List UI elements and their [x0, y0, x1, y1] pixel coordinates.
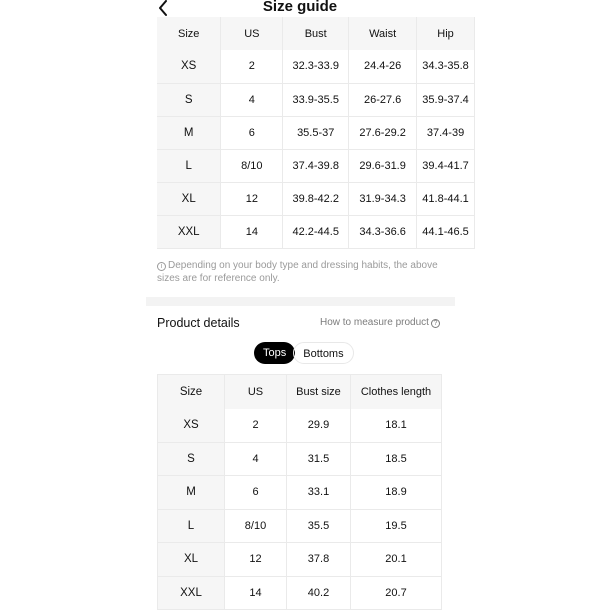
- table-cell: 18.5: [351, 442, 442, 476]
- table-cell: M: [157, 116, 221, 149]
- table-cell: 12: [225, 543, 287, 577]
- reference-note: [157, 259, 457, 285]
- table-row: [157, 50, 475, 83]
- table-cell: 20.1: [351, 543, 442, 577]
- table-cell: S: [158, 442, 225, 476]
- table-cell: M: [158, 476, 225, 510]
- table-cell: 42.2-44.5: [283, 215, 349, 248]
- column-header: Hip: [417, 17, 475, 50]
- section-title: Product details: [157, 316, 240, 330]
- table-row: [158, 409, 442, 443]
- table-row: [157, 83, 475, 116]
- table-row: [157, 182, 475, 215]
- size-table-scroll[interactable]: [157, 17, 469, 251]
- table-cell: XS: [157, 50, 221, 83]
- table-cell: 29.9: [287, 409, 351, 443]
- table-cell: 6: [225, 476, 287, 510]
- table-cell: S: [157, 83, 221, 116]
- table-cell: 6: [221, 116, 283, 149]
- page-title: Size guide: [262, 0, 338, 15]
- table-row: [158, 442, 442, 476]
- how-to-measure-label: How to measure product: [320, 317, 429, 328]
- table-cell: XL: [158, 543, 225, 577]
- column-header: US: [225, 375, 287, 409]
- table-cell: 14: [225, 576, 287, 610]
- table-cell: 44.1-46.5: [417, 215, 475, 248]
- table-cell: 41.8-44.1: [417, 182, 475, 215]
- table-cell: 33.9-35.5: [283, 83, 349, 116]
- question-icon: ?: [431, 319, 440, 328]
- table-cell: 14: [221, 215, 283, 248]
- info-icon: i: [157, 262, 166, 271]
- section-divider: [146, 297, 455, 306]
- table-row: [158, 509, 442, 543]
- table-header-row: [157, 17, 475, 50]
- column-header: Clothes length: [351, 375, 442, 409]
- table-cell: 8/10: [221, 149, 283, 182]
- table-row: [158, 476, 442, 510]
- tab-bottoms[interactable]: Bottoms: [293, 342, 353, 364]
- table-cell: 37.4-39.8: [283, 149, 349, 182]
- table-cell: 37.4-39: [417, 116, 475, 149]
- column-header: US: [221, 17, 283, 50]
- table-cell: 29.6-31.9: [349, 149, 417, 182]
- table-cell: L: [158, 509, 225, 543]
- table-cell: 27.6-29.2: [349, 116, 417, 149]
- tab-tops[interactable]: Tops: [254, 342, 295, 364]
- table-row: [158, 576, 442, 610]
- table-cell: XL: [157, 182, 221, 215]
- table-cell: 4: [225, 442, 287, 476]
- table-cell: 2: [225, 409, 287, 443]
- column-header: Size: [157, 17, 221, 50]
- table-cell: 31.5: [287, 442, 351, 476]
- table-row: [157, 215, 475, 248]
- table-cell: 37.8: [287, 543, 351, 577]
- table-cell: 12: [221, 182, 283, 215]
- table-cell: 32.3-33.9: [283, 50, 349, 83]
- table-cell: 18.9: [351, 476, 442, 510]
- table-header-row: [158, 375, 442, 409]
- table-cell: 31.9-34.3: [349, 182, 417, 215]
- table-cell: 8/10: [225, 509, 287, 543]
- table-cell: 4: [221, 83, 283, 116]
- product-tabs: [254, 342, 354, 364]
- how-to-measure-link[interactable]: [320, 317, 440, 328]
- table-cell: 2: [221, 50, 283, 83]
- table-cell: 24.4-26: [349, 50, 417, 83]
- table-cell: 40.2: [287, 576, 351, 610]
- table-cell: 39.4-41.7: [417, 149, 475, 182]
- table-row: [157, 116, 475, 149]
- table-cell: 34.3-36.6: [349, 215, 417, 248]
- product-table: [157, 374, 442, 610]
- table-cell: 34.3-35.8: [417, 50, 475, 83]
- table-cell: 39.8-42.2: [283, 182, 349, 215]
- table-cell: 18.1: [351, 409, 442, 443]
- table-cell: XS: [158, 409, 225, 443]
- table-cell: 35.5: [287, 509, 351, 543]
- column-header: Bust: [283, 17, 349, 50]
- table-cell: 33.1: [287, 476, 351, 510]
- table-cell: 35.5-37: [283, 116, 349, 149]
- table-cell: 26-27.6: [349, 83, 417, 116]
- table-cell: XXL: [158, 576, 225, 610]
- column-header: Waist: [349, 17, 417, 50]
- table-cell: 35.9-37.4: [417, 83, 475, 116]
- note-text: Depending on your body type and dressing habits, the above sizes are for reference only.: [157, 260, 438, 284]
- table-cell: 19.5: [351, 509, 442, 543]
- column-header: Bust size: [287, 375, 351, 409]
- size-table: [157, 17, 475, 249]
- table-cell: L: [157, 149, 221, 182]
- table-cell: 20.7: [351, 576, 442, 610]
- table-row: [158, 543, 442, 577]
- table-row: [157, 149, 475, 182]
- column-header: Size: [158, 375, 225, 409]
- table-cell: XXL: [157, 215, 221, 248]
